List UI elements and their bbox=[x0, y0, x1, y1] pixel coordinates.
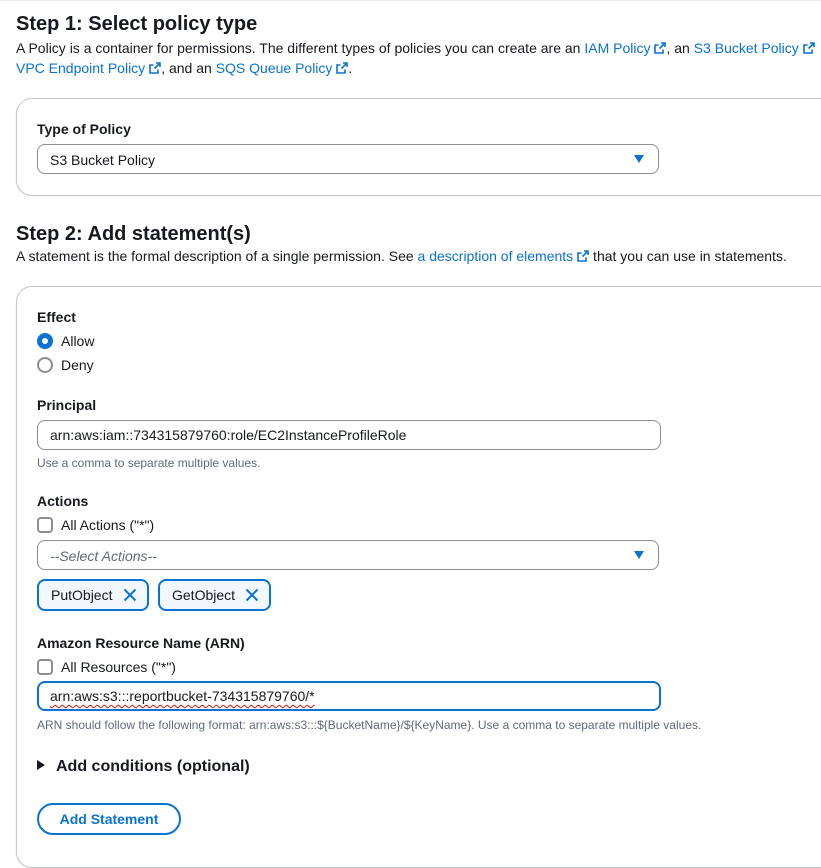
all-actions-label[interactable]: All Actions ("*") bbox=[61, 517, 155, 533]
effect-deny-label[interactable]: Deny bbox=[61, 357, 94, 373]
policy-type-select[interactable] bbox=[37, 144, 659, 174]
external-link-icon bbox=[577, 250, 589, 262]
actions-select-placeholder: --Select Actions-- bbox=[50, 548, 157, 564]
action-token-putobject bbox=[37, 579, 149, 611]
arn-input[interactable] bbox=[37, 681, 661, 711]
principal-input[interactable] bbox=[37, 420, 661, 450]
actions-label: Actions bbox=[37, 493, 89, 509]
arn-hint: ARN should follow the following format: arn:aws:s3:::${BucketName}/${KeyName}. Use a comma to separate multiple values. bbox=[37, 718, 702, 732]
token-label: PutObject bbox=[51, 587, 113, 603]
iam-policy-link[interactable]: IAM Policy bbox=[584, 40, 666, 56]
external-link-icon bbox=[654, 42, 666, 54]
top-divider bbox=[0, 0, 821, 1]
add-statement-button[interactable]: Add Statement bbox=[37, 803, 181, 835]
principal-hint: Use a comma to separate multiple values. bbox=[37, 456, 261, 470]
s3-bucket-policy-link[interactable]: S3 Bucket Policy bbox=[694, 40, 815, 56]
close-icon[interactable] bbox=[245, 588, 259, 602]
external-link-icon bbox=[149, 62, 161, 74]
arn-value: arn:aws:s3:::reportbucket-734315879760/* bbox=[50, 688, 315, 704]
caret-down-icon bbox=[634, 551, 644, 559]
effect-deny-radio[interactable] bbox=[37, 357, 53, 373]
close-icon[interactable] bbox=[123, 588, 137, 602]
sqs-queue-policy-link[interactable]: SQS Queue Policy bbox=[216, 60, 349, 76]
token-label: GetObject bbox=[172, 587, 236, 603]
statement-panel bbox=[16, 286, 821, 868]
step1-desc-text: A Policy is a container for permissions. The different types of policies you can create are an bbox=[16, 40, 585, 56]
action-token-getobject bbox=[158, 579, 271, 611]
add-conditions-label: Add conditions (optional) bbox=[56, 758, 250, 775]
step1-title: Step 1: Select policy type bbox=[16, 13, 258, 35]
arn-label: Amazon Resource Name (ARN) bbox=[37, 635, 245, 651]
actions-select[interactable] bbox=[37, 540, 659, 570]
effect-allow-radio[interactable] bbox=[37, 333, 53, 349]
policy-type-value: S3 Bucket Policy bbox=[50, 152, 156, 168]
description-of-elements-link[interactable]: a description of elements bbox=[418, 248, 590, 264]
vpc-endpoint-policy-link[interactable]: VPC Endpoint Policy bbox=[16, 60, 161, 76]
add-conditions-expander[interactable] bbox=[37, 758, 250, 776]
all-resources-checkbox[interactable] bbox=[37, 659, 53, 675]
principal-label: Principal bbox=[37, 397, 97, 413]
effect-label: Effect bbox=[37, 309, 76, 325]
external-link-icon bbox=[336, 62, 348, 74]
effect-allow-label[interactable]: Allow bbox=[61, 333, 95, 349]
step2-title: Step 2: Add statement(s) bbox=[16, 223, 251, 245]
caret-right-icon bbox=[37, 760, 45, 770]
step1-description: A Policy is a container for permissions. The different types of policies you can create are an IAM Policy , an S3 Bucket Policy bbox=[16, 38, 815, 58]
all-actions-checkbox[interactable] bbox=[37, 517, 53, 533]
policy-type-label: Type of Policy bbox=[37, 121, 131, 137]
step2-description: A statement is the formal description of a single permission. See a description of elements that you can use in statements. bbox=[16, 248, 787, 264]
all-resources-label[interactable]: All Resources ("*") bbox=[61, 659, 176, 675]
principal-value: arn:aws:iam::734315879760:role/EC2InstanceProfileRole bbox=[50, 427, 407, 443]
step1-description-line2: VPC Endpoint Policy , and an SQS Queue Policy . bbox=[16, 60, 353, 76]
external-link-icon bbox=[803, 42, 815, 54]
caret-down-icon bbox=[634, 155, 644, 163]
